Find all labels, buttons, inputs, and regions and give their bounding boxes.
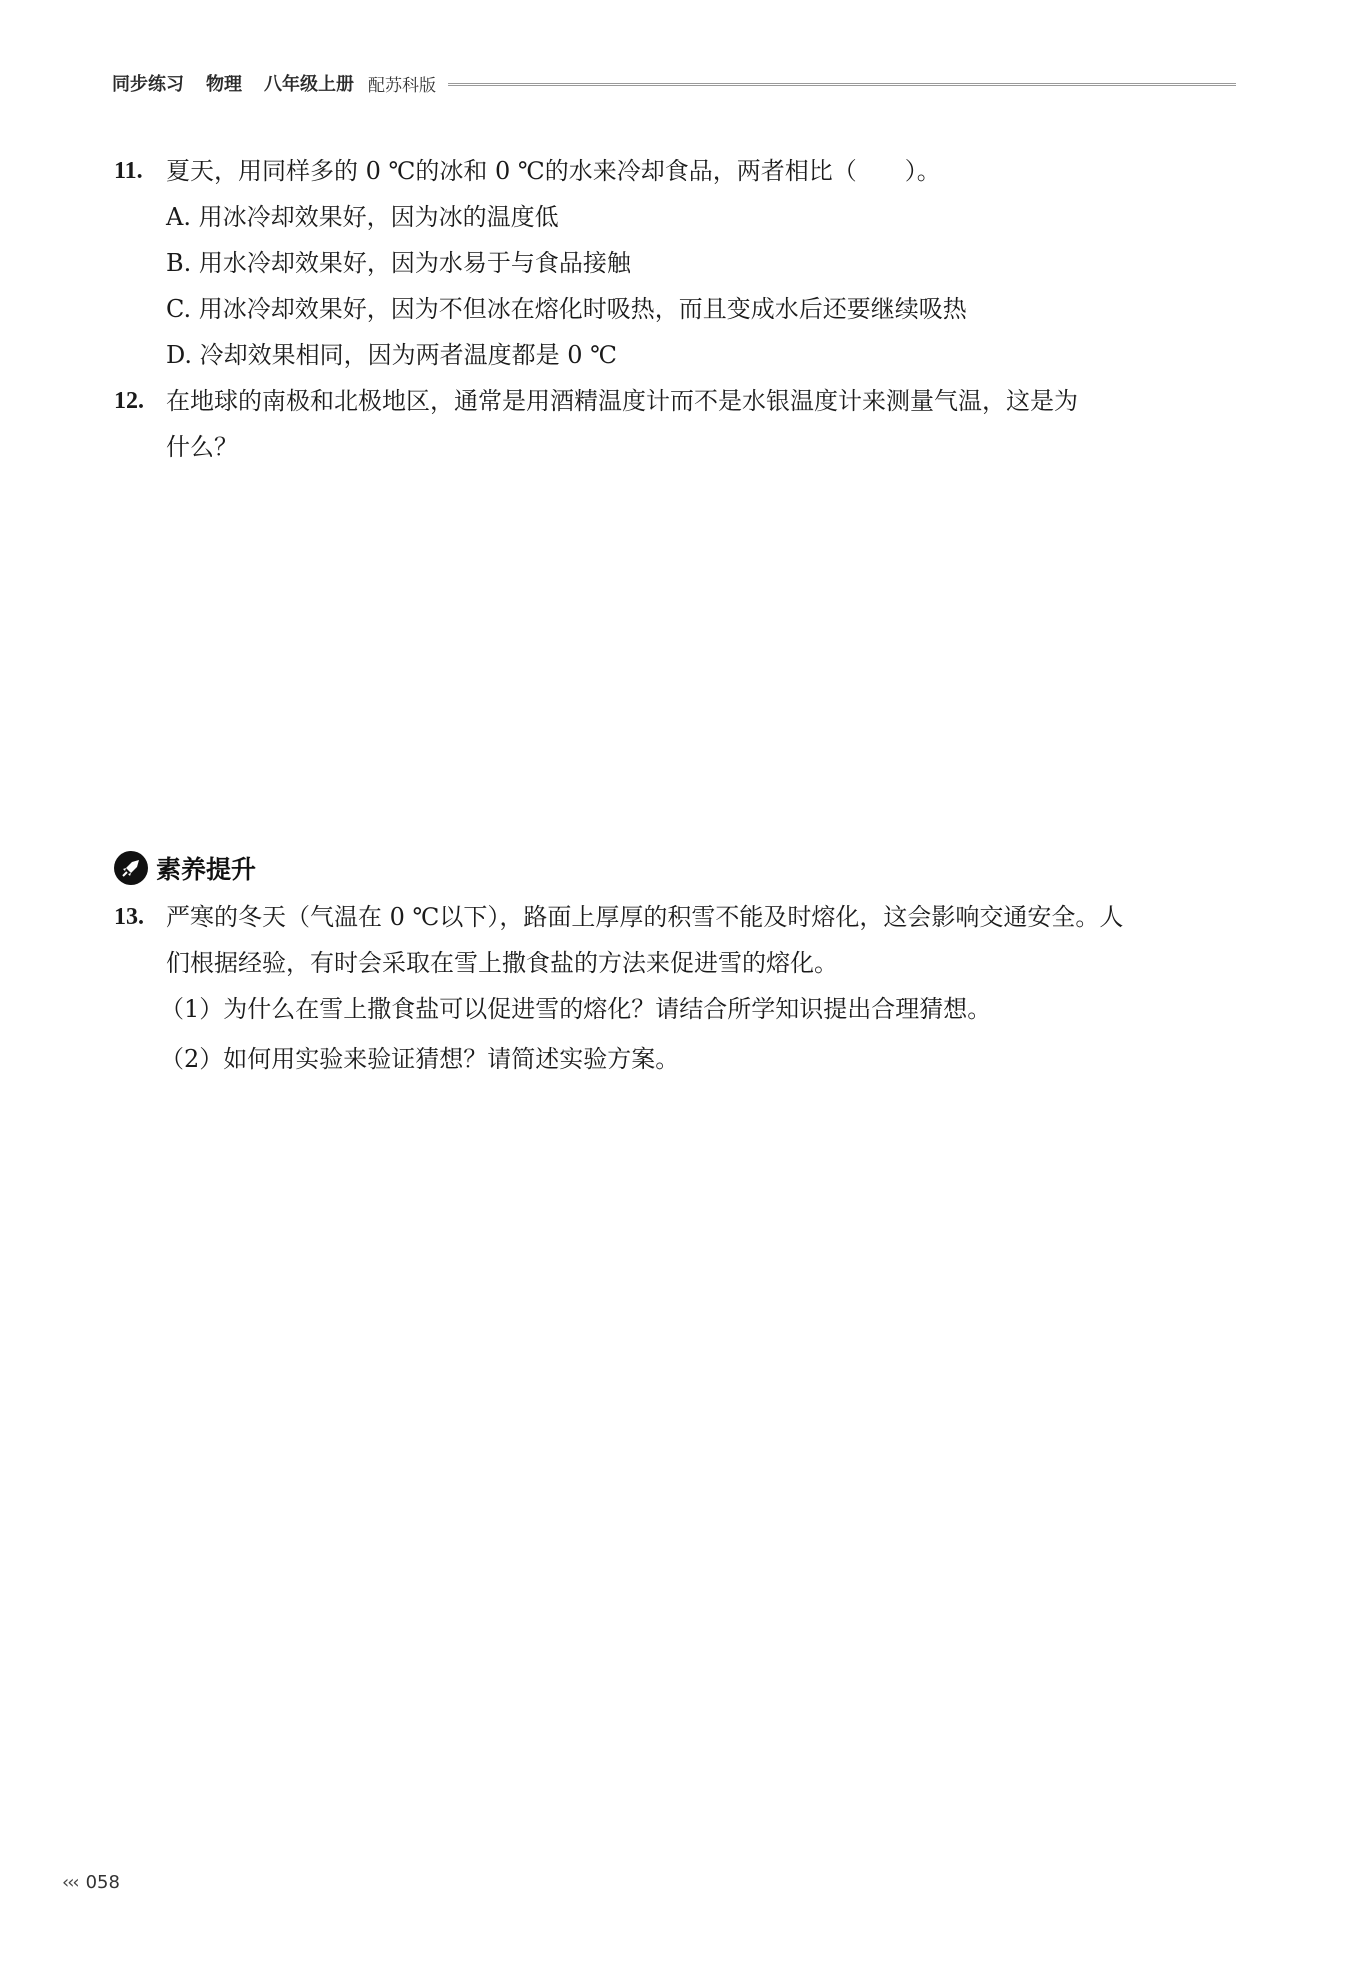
option-a: A. 用冰冷却效果好，因为冰的温度低 xyxy=(166,203,559,231)
question-stem-line-1: 严寒的冬天（气温在 0 ℃以下），路面上厚厚的积雪不能及时熔化，这会影响交通安全。人 xyxy=(166,903,1124,931)
chevron-left-icon: ‹‹‹ xyxy=(62,1872,78,1893)
header-rule xyxy=(448,83,1236,86)
rocket-icon xyxy=(114,851,148,885)
grade: 八年级上册 xyxy=(264,74,354,95)
question-stem-line-2: 们根据经验，有时会采取在雪上撒食盐的方法来促进雪的熔化。 xyxy=(166,949,838,977)
question-number: 12. xyxy=(114,388,144,414)
edition: 配苏科版 xyxy=(368,75,436,96)
option-c: C. 用冰冷却效果好，因为不但冰在熔化时吸热，而且变成水后还要继续吸热 xyxy=(166,295,967,323)
answer-space[interactable] xyxy=(114,480,1234,820)
question-stem-line-1: 在地球的南极和北极地区，通常是用酒精温度计而不是水银温度计来测量气温，这是为 xyxy=(166,387,1078,415)
option-d: D. 冷却效果相同，因为两者温度都是 0 ℃ xyxy=(166,341,618,369)
section-heading xyxy=(114,848,256,888)
page-footer xyxy=(62,1872,120,1893)
question-stem: 夏天，用同样多的 0 ℃的冰和 0 ℃的水来冷却食品，两者相比（ ）。 xyxy=(166,157,941,185)
sub-question-2: （2）如何用实验来验证猜想？请简述实验方案。 xyxy=(160,1045,680,1073)
running-header xyxy=(112,68,1236,98)
question-11 xyxy=(114,148,1254,194)
question-number: 11. xyxy=(114,158,143,184)
section-title: 素养提升 xyxy=(156,855,257,884)
option-b: B. 用水冷却效果好，因为水易于与食品接触 xyxy=(166,249,631,277)
question-13 xyxy=(114,894,1254,986)
answer-space[interactable] xyxy=(114,1100,1234,1840)
subject: 物理 xyxy=(206,74,242,95)
question-number: 13. xyxy=(114,904,144,930)
sub-question-1: （1）为什么在雪上撒食盐可以促进雪的熔化？请结合所学知识提出合理猜想。 xyxy=(160,995,992,1023)
question-stem-line-2: 什么？ xyxy=(166,433,238,461)
book-series: 同步练习 xyxy=(112,74,184,95)
question-12 xyxy=(114,378,1254,470)
page-number: 058 xyxy=(85,1872,120,1893)
